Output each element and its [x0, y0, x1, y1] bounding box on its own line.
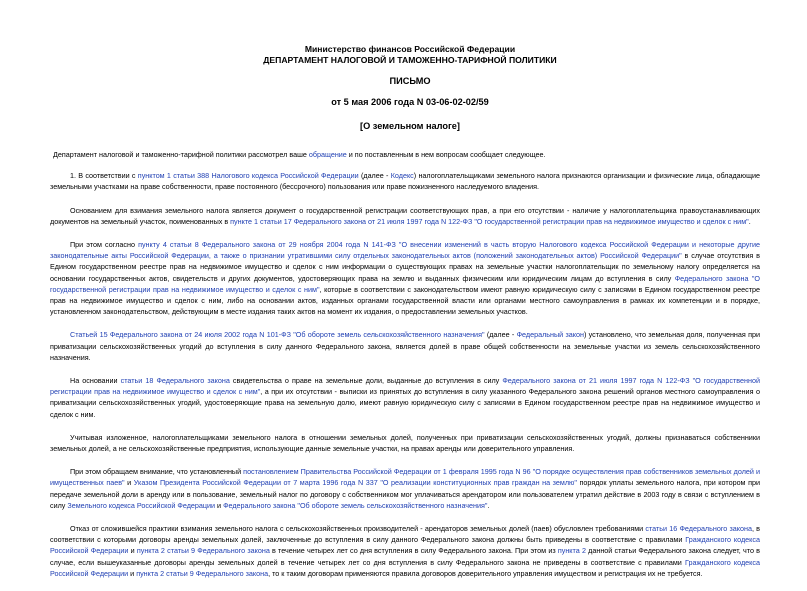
document-type: ПИСЬМО: [389, 76, 431, 86]
link-art16-federal-law[interactable]: статьи 16 Федерального закона: [645, 524, 752, 534]
link-tax-code-art388[interactable]: пунктом 1 статьи 388 Налогового кодекса Российской Федерации: [137, 171, 359, 181]
letter-page: [50, 44, 760, 591]
link-code[interactable]: Кодекс: [390, 171, 414, 181]
paragraph-4: Статьей 15 Федерального закона от 24 июля 2002 года N 101-ФЗ "Об обороте земель сельскохозяйственного назначения" (далее - Федеральный закон) установлено, что земельная доля, полученная при приватизации сельскохозяйственных угодий до вступления в силу данного Федерального закона, является долей в праве общей собственности на земельные участки из земель сельскохозяйственного назначения.: [50, 330, 760, 362]
link-141fz-art8[interactable]: пункту 4 статьи 8 Федерального закона от 29 ноября 2004 года N 141-ФЗ "О внесении изменений в часть вторую Налогового кодекса Российской Федерации и некоторые другие законодательные акты Российской Федерации, а также о признании утратившими силу отдельных законодательных актов (положений законодательных актов) Российской Федерации": [50, 240, 761, 261]
document-date-number: от 5 мая 2006 года N 03-06-02-02/59: [331, 97, 489, 107]
document-subject: [О земельном налоге]: [360, 121, 460, 131]
link-civil-code-2[interactable]: Гражданского кодекса Российской Федерации: [50, 557, 760, 578]
link-ukaz-337[interactable]: Указом Президента Российской Федерации от 7 марта 1996 года N 337 "О реализации конституционных прав граждан на землю": [133, 478, 577, 488]
link-101fz-art15[interactable]: Статьей 15 Федерального закона от 24 июля 2002 года N 101-ФЗ "Об обороте земель сельскохозяйственного назначения": [70, 330, 485, 340]
link-art18-federal-law[interactable]: статьи 18 Федерального закона: [120, 376, 230, 386]
paragraph-2: Основанием для взимания земельного налога является документ о государственной регистрации соответствующих прав, а при его отсутствии - наличие у налогоплательщика правоустанавливающих документов на земельный участок, поименованных в пункте 1 статьи 17 Федерального закона от 21 июля 1997 года N 122-ФЗ "О государственной регистрации прав на недвижимое имущество и сделок с ним".: [50, 205, 760, 226]
paragraph-5: На основании статьи 18 Федерального закона свидетельства о праве на земельные доли, выданные до вступления в силу Федерального закона от 21 июля 1997 года N 122-ФЗ "О государственной регистрации прав на недвижимое имущество и сделок с ним", а при их отсутствии - выписки из принятых до вступления в силу указанного Федерального закона решений органов местного самоуправления о приватизации сельскохозяйственных угодий, удостоверяющие права на земельную долю, имеют равную юридическую силу с записями в Едином государственном реестре прав на недвижимое имущество и сделок с ним.: [50, 376, 760, 419]
paragraph-7: При этом обращаем внимание, что установленный постановлением Правительства Российской Федерации от 1 февраля 1995 года N 96 "О порядке осуществления прав собственников земельных долей и имущественных паев" и Указом Президента Российской Федерации от 7 марта 1996 года N 337 "О реализации конституционных прав граждан на землю" порядок уплаты земельного налога, при котором при передаче земельной доли в аренду или в пользование, земельный налог по договору с собственником мог уплачиваться арендатором или пользователем утратил действие в 2003 году в связи с вступлением в силу Земельного кодекса Российской Федерации и Федерального закона "Об обороте земель сельскохозяйственного назначения".: [50, 467, 760, 510]
department-name: ДЕПАРТАМЕНТ НАЛОГОВОЙ И ТАМОЖЕННО-ТАРИФНОЙ ПОЛИТИКИ: [263, 55, 557, 65]
link-land-code[interactable]: Земельного кодекса Российской Федерации: [67, 500, 216, 510]
link-art9-p2[interactable]: пункта 2 статьи 9 Федерального закона: [136, 546, 270, 556]
link-p2[interactable]: пункта 2: [557, 546, 586, 556]
link-decree-96[interactable]: постановлением Правительства Российской Федерации от 1 февраля 1995 года N 96 "О порядке осуществления прав собственников земельных долей и имущественных паев": [50, 467, 760, 488]
ministry-name: Министерство финансов Российской Федерации: [304, 44, 516, 54]
paragraph-3: При этом согласно пункту 4 статьи 8 Федерального закона от 29 ноября 2004 года N 141-ФЗ "О внесении изменений в часть вторую Налогового кодекса Российской Федерации и некоторые другие законодательные акты Российской Федерации, а также о признании утратившими силу отдельных законодательных актов (положений законодательных актов) Российской Федерации" в случае отсутствия в Едином государственном реестре прав на недвижимое имущество и сделок с ним информации о существующих правах на земельные участки налогоплательщик по земельному налогу определяется на основании государственных актов, свидетельств и других документов, удостоверяющих права на землю и выданных физическим или юридическим лицам до вступления в силу Федерального закона "О государственной регистрации прав на недвижимое имущество и сделок с ним", которые в соответствии с законодательством имеют равную юридическую силу с записями в Едином государственном реестре прав на недвижимое имущество и сделок с ним, либо на основании актов, изданных органами государственной власти или органами местного самоуправления в рамках их компетенции и в порядке, установленном законодательством, действующим в месте издания таких актов на момент их издания, о предоставлении земельных участков.: [50, 240, 761, 317]
link-registration-law[interactable]: Федерального закона "О государственной регистрации прав на недвижимое имущество и сделок с ним": [50, 273, 760, 294]
link-federal-law[interactable]: Федеральный закон: [516, 330, 584, 340]
appeal-link[interactable]: обращение: [308, 150, 347, 159]
link-122fz[interactable]: Федерального закона от 21 июля 1997 года N 122-ФЗ "О государственной регистрации прав на недвижимое имущество и сделок с ним": [50, 376, 760, 397]
paragraph-8: Отказ от сложившейся практики взимания земельного налога с сельскохозяйственных производителей - арендаторов земельных долей (паев) обусловлен требованиями статьи 16 Федерального закона, в соответствии с которыми договоры аренды земельных долей, заключенные до вступления в силу данного Федерального закона должны быть приведены в соответствие с правилами Гражданского кодекса Российской Федерации и пункта 2 статьи 9 Федерального закона в течение четырех лет со дня вступления в силу Федерального закона. При этом из пункта 2 данной статьи Федерального закона следует, что в случае, если вышеуказанные договоры аренды земельных долей в течение четырех лет со дня вступления в силу Федерального закона не приведены в соответствие с правилами Гражданского кодекса Российской Федерации и пункта 2 статьи 9 Федерального закона, то к таким договорам применяются правила договоров доверительного управления имуществом и регистрация их не требуется.: [50, 524, 760, 578]
link-civil-code[interactable]: Гражданского кодекса Российской Федерации: [50, 535, 760, 556]
paragraph-1: 1. В соответствии с пунктом 1 статьи 388 Налогового кодекса Российской Федерации (далее - Кодекс) налогоплательщиками земельного налога признаются организации и физические лица, обладающие земельными участками на праве собственности, праве постоянного (бессрочного) пользования или праве пожизненного наследуемого владения.: [50, 171, 761, 192]
intro-paragraph: Департамент налоговой и таможенно-тарифной политики рассмотрел ваше обращение и по поставленным в нем вопросам сообщает следующее.: [53, 150, 546, 159]
link-122fz-art17[interactable]: пункте 1 статьи 17 Федерального закона от 21 июля 1997 года N 122-ФЗ "О государственной регистрации прав на недвижимое имущество и сделок с ним": [230, 216, 749, 226]
link-art9-p2-2[interactable]: пункта 2 статьи 9 Федерального закона: [136, 568, 269, 578]
link-agri-land-law[interactable]: Федерального закона "Об обороте земель сельскохозяйственного назначения": [223, 500, 488, 510]
paragraph-6: Учитывая изложенное, налогоплательщиками земельного налога в отношении земельных долей, полученных при приватизации сельскохозяйственных угодий, должны признаваться собственники земельных долей, а не сельскохозяйственные предприятия, использующие данные земельные участки, на правах аренды или доверительного управления.: [50, 432, 760, 454]
